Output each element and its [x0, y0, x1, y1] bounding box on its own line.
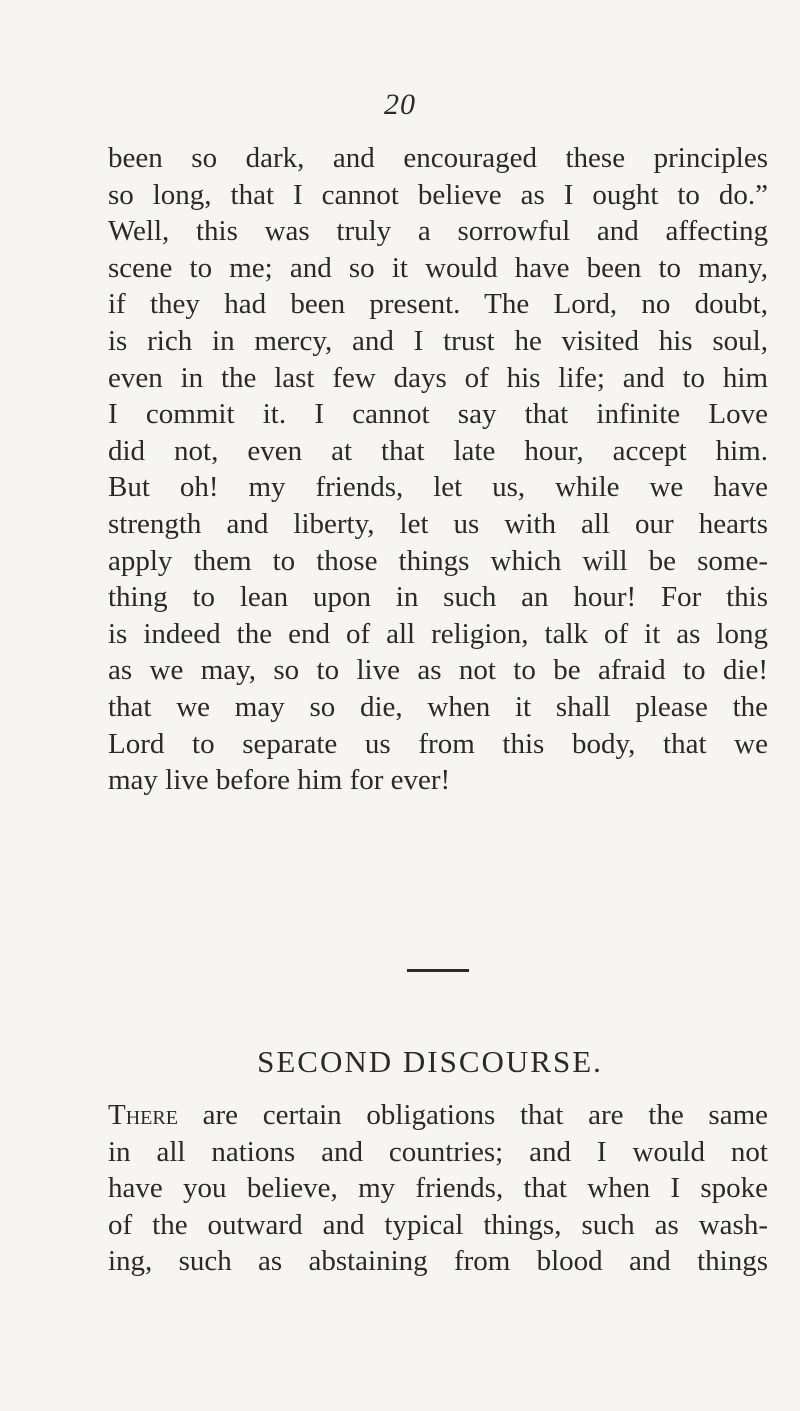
text-line: But oh! my friends, let us, while we have	[108, 471, 768, 504]
page-number: 20	[384, 88, 416, 121]
text-line: did not, even at that late hour, accept him.	[108, 434, 768, 467]
drop-word: There	[108, 1099, 178, 1131]
text-line: so long, that I cannot believe as I ought to do.”	[108, 178, 768, 211]
text-line: Well, this was truly a sorrowful and affecting	[108, 215, 768, 248]
text-line: apply them to those things which will be some-	[108, 544, 768, 577]
text-line: scene to me; and so it would have been to many,	[108, 251, 768, 284]
text-line: have you believe, my friends, that when I spoke	[108, 1172, 768, 1205]
text-line: thing to lean upon in such an hour! For this	[108, 581, 768, 614]
text-line: in all nations and countries; and I would not	[108, 1135, 768, 1168]
text-line: that we may so die, when it shall please the	[108, 690, 768, 723]
text-line: is rich in mercy, and I trust he visited his soul,	[108, 324, 768, 357]
text-line: may live before him for ever!	[108, 764, 451, 797]
text-line: as we may, so to live as not to be afraid to die!	[108, 654, 768, 687]
text-line	[108, 1097, 768, 1134]
text-line: I commit it. I cannot say that infinite Love	[108, 398, 768, 431]
text-line: strength and liberty, let us with all our hearts	[108, 507, 768, 540]
section-divider	[407, 969, 469, 972]
text-line-rest: are certain obligations that are the same	[177, 1099, 768, 1131]
text-line: if they had been present. The Lord, no doubt,	[108, 288, 768, 321]
paragraph-body	[108, 140, 768, 799]
text-line: of the outward and typical things, such as wash-	[108, 1208, 768, 1241]
section-body	[108, 1097, 768, 1280]
text-line: is indeed the end of all religion, talk of it as long	[108, 617, 768, 650]
text-line: Lord to separate us from this body, that we	[108, 727, 768, 760]
section-heading: SECOND DISCOURSE.	[257, 1044, 603, 1079]
text-line: ing, such as abstaining from blood and things	[108, 1245, 768, 1278]
text-line: been so dark, and encouraged these principles	[108, 142, 768, 174]
text-line: even in the last few days of his life; and to him	[108, 361, 768, 394]
